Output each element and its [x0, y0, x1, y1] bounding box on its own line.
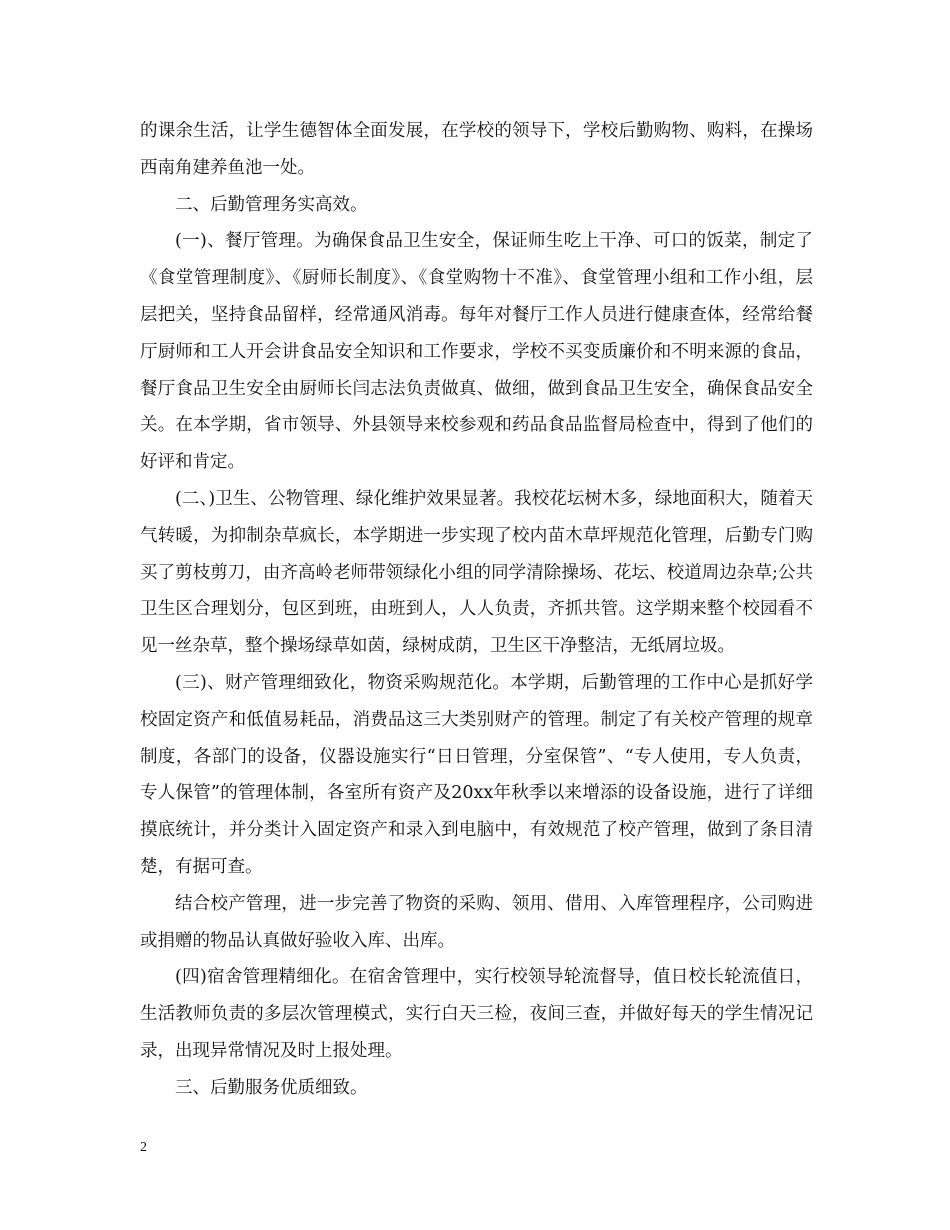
section-heading-2: 二、后勤管理务实高效。	[175, 194, 368, 215]
section-heading-3: 三、后勤服务优质细致。	[175, 1077, 368, 1098]
page-number: 2	[140, 1140, 147, 1155]
paragraph-cafeteria: (一)、餐厅管理。为确保食品卫生安全，保证师生吃上干净、可口的饭菜，制定了《食堂管理制度》、《厨师长制度》、《食堂购物十不准》、食堂管理小组和工作小组，层层把关，坚持食品留样，经常通风消毒。每年对餐厅工作人员进行健康查体，经常给餐厅厨师和工人开会讲食品安全知识和工作要求，学校不买变质廉价和不明来源的食品，餐厅食品卫生安全由厨师长闫志法负责做真、做细，做到食品卫生安全，确保食品安全关。在本学期，省市领导、外县领导来校参观和药品食品监督局检查中，得到了他们的好评和肯定。	[140, 231, 813, 473]
paragraph-procurement: 结合校产管理，进一步完善了物资的采购、领用、借用、入库管理程序，公司购进或捐赠的物品认真做好验收入库、出库。	[140, 893, 813, 951]
body-text	[140, 113, 813, 1107]
paragraph-continuation: 的课余生活，让学生德智体全面发展，在学校的领导下，学校后勤购物、购料，在操场西南角建养鱼池一处。	[140, 121, 813, 178]
paragraph-sanitation: (二、)卫生、公物管理、绿化维护效果显著。我校花坛树木多，绿地面积大，随着天气转暖，为抑制杂草疯长，本学期进一步实现了校内苗木草坪规范化管理，后勤专门购买了剪枝剪刀，由齐高岭老师带领绿化小组的同学清除操场、花坛、校道周边杂草;公共卫生区合理划分，包区到班，由班到人，人人负责，齐抓共管。这学期来整个校园看不见一丝杂草，整个操场绿草如茵，绿树成荫，卫生区干净整洁，无纸屑垃圾。	[140, 488, 813, 657]
paragraph-property: (三)、财产管理细致化，物资采购规范化。本学期，后勤管理的工作中心是抓好学校固定资产和低值易耗品，消费品这三大类别财产的管理。制定了有关校产管理的规章制度，各部门的设备，仪器设施实行“日日管理，分室保管”、“专人使用，专人负责，专人保管”的管理体制，各室所有资产及20xx年秋季以来增添的设备设施，进行了详细摸底统计，并分类计入固定资产和录入到电脑中，有效规范了校产管理，做到了条目清楚，有据可查。	[140, 672, 813, 877]
paragraph-dormitory: (四)宿舍管理精细化。在宿舍管理中，实行校领导轮流督导，值日校长轮流值日，生活教师负责的多层次管理模式，实行白天三检，夜间三查，并做好每天的学生情况记录，出现异常情况及时上报处理。	[140, 967, 813, 1061]
